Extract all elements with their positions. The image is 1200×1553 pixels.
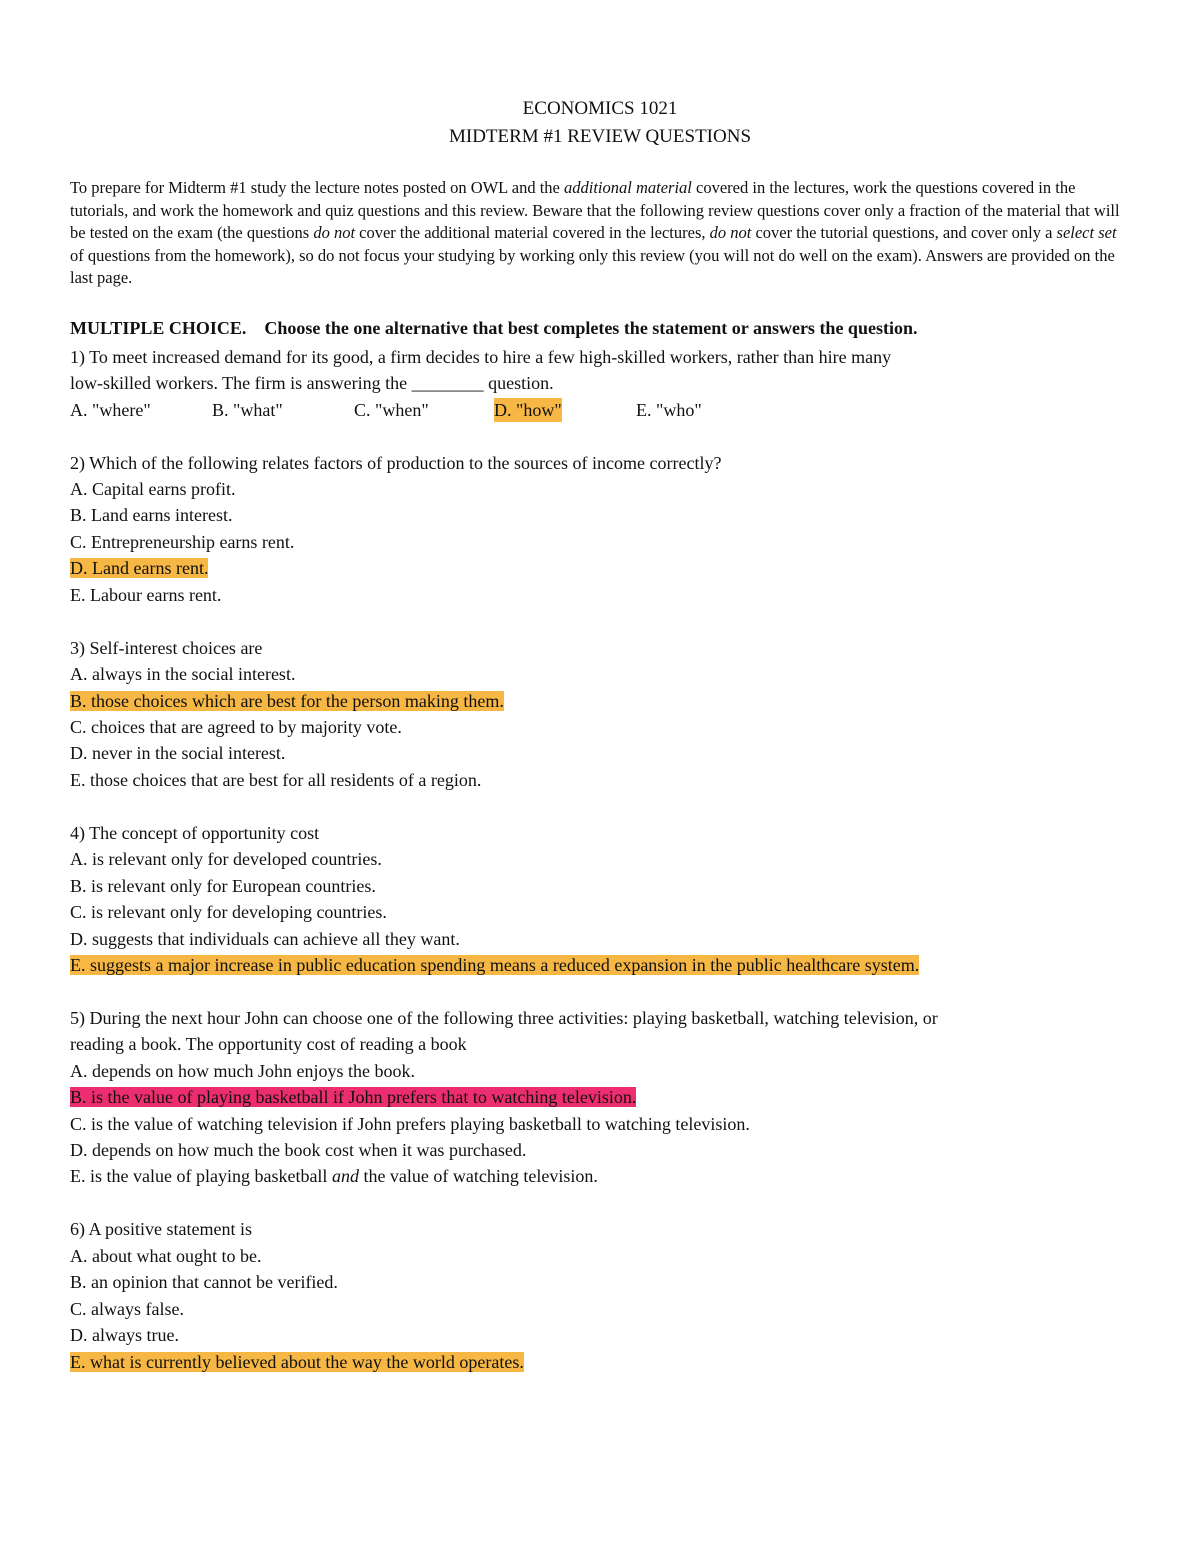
q2-stem: 2) Which of the following relates factors of production to the sources of income correctly?: [70, 453, 722, 473]
q4-option-d: D. suggests that individuals can achieve all they want.: [70, 929, 460, 949]
q4-option-c: C. is relevant only for developing countries.: [70, 902, 387, 922]
q4-stem: 4) The concept of opportunity cost: [70, 823, 320, 843]
q2-option-b: B. Land earns interest.: [70, 505, 233, 525]
q5-option-a: A. depends on how much John enjoys the book.: [70, 1061, 415, 1081]
section-instruction: Choose the one alternative that best completes the statement or answers the question.: [264, 318, 918, 338]
q2-option-d-answer: D. Land earns rent.: [70, 558, 209, 578]
q4-option-b: B. is relevant only for European countries.: [70, 876, 376, 896]
intro-paragraph: To prepare for Midterm #1 study the lecture notes posted on OWL and the additional material covered in the lectures, work the questions covered in the tutorials, and work the homework and quiz questions and this review. Beware that the following review questions cover only a fraction of the material that will be tested on the exam (the questions do not cover the additional material covered in the lectures, do not cover the tutorial questions, and cover only a select set of questions from the homework), so do not focus your studying by working only this review (you will not do well on the exam). Answers are provided on the last page.: [70, 178, 1120, 287]
q5-option-c: C. is the value of watching television if John prefers playing basketball to watching television.: [70, 1114, 750, 1134]
q1-option-a: A. "where": [70, 400, 151, 420]
q6-option-b: B. an opinion that cannot be verified.: [70, 1272, 338, 1292]
q3-stem: 3) Self-interest choices are: [70, 638, 263, 658]
section-label: MULTIPLE CHOICE.: [70, 318, 247, 338]
q1-option-c: C. "when": [354, 400, 429, 420]
q3-option-e: E. those choices that are best for all residents of a region.: [70, 770, 482, 790]
q5-option-d: D. depends on how much the book cost when it was purchased.: [70, 1140, 527, 1160]
document-title: ECONOMICS 1021: [522, 98, 678, 119]
q1-option-b: B. "what": [212, 400, 283, 420]
q6-option-c: C. always false.: [70, 1299, 184, 1319]
q4-option-a: A. is relevant only for developed countries.: [70, 849, 382, 869]
section-header: [70, 318, 917, 339]
q2-option-c: C. Entrepreneurship earns rent.: [70, 532, 295, 552]
q3-option-d: D. never in the social interest.: [70, 743, 286, 763]
q6-option-d: D. always true.: [70, 1325, 179, 1345]
q5-option-b-answer: B. is the value of playing basketball if John prefers that to watching television.: [70, 1087, 637, 1107]
q6-stem: 6) A positive statement is: [70, 1219, 252, 1239]
q2-option-a: A. Capital earns profit.: [70, 479, 236, 499]
q1-option-e: E. "who": [636, 400, 702, 420]
document-subtitle: MIDTERM #1 REVIEW QUESTIONS: [448, 126, 752, 147]
q1-option-d-answer: D. "how": [494, 400, 562, 420]
q2-option-e: E. Labour earns rent.: [70, 585, 222, 605]
q6-option-e-answer: E. what is currently believed about the way the world operates.: [70, 1352, 524, 1372]
q1-stem-line2: low-skilled workers. The firm is answering the ________ question.: [70, 373, 554, 393]
q5-stem-line2: reading a book. The opportunity cost of reading a book: [70, 1034, 467, 1054]
q3-option-a: A. always in the social interest.: [70, 664, 296, 684]
q1-stem-line1: 1) To meet increased demand for its good, a firm decides to hire a few high-skilled workers, rather than hire many: [70, 347, 892, 367]
q3-option-b-answer: B. those choices which are best for the person making them.: [70, 691, 504, 711]
q1-options: [70, 398, 770, 422]
q4-option-e-answer: E. suggests a major increase in public education spending means a reduced expansion in the public healthcare system.: [70, 955, 920, 975]
q5-option-e: E. is the value of playing basketball and the value of watching television.: [70, 1166, 598, 1186]
q5-stem-line1: 5) During the next hour John can choose one of the following three activities: playing basketball, watching television, or: [70, 1008, 938, 1028]
q3-option-c: C. choices that are agreed to by majority vote.: [70, 717, 402, 737]
q6-option-a: A. about what ought to be.: [70, 1246, 262, 1266]
